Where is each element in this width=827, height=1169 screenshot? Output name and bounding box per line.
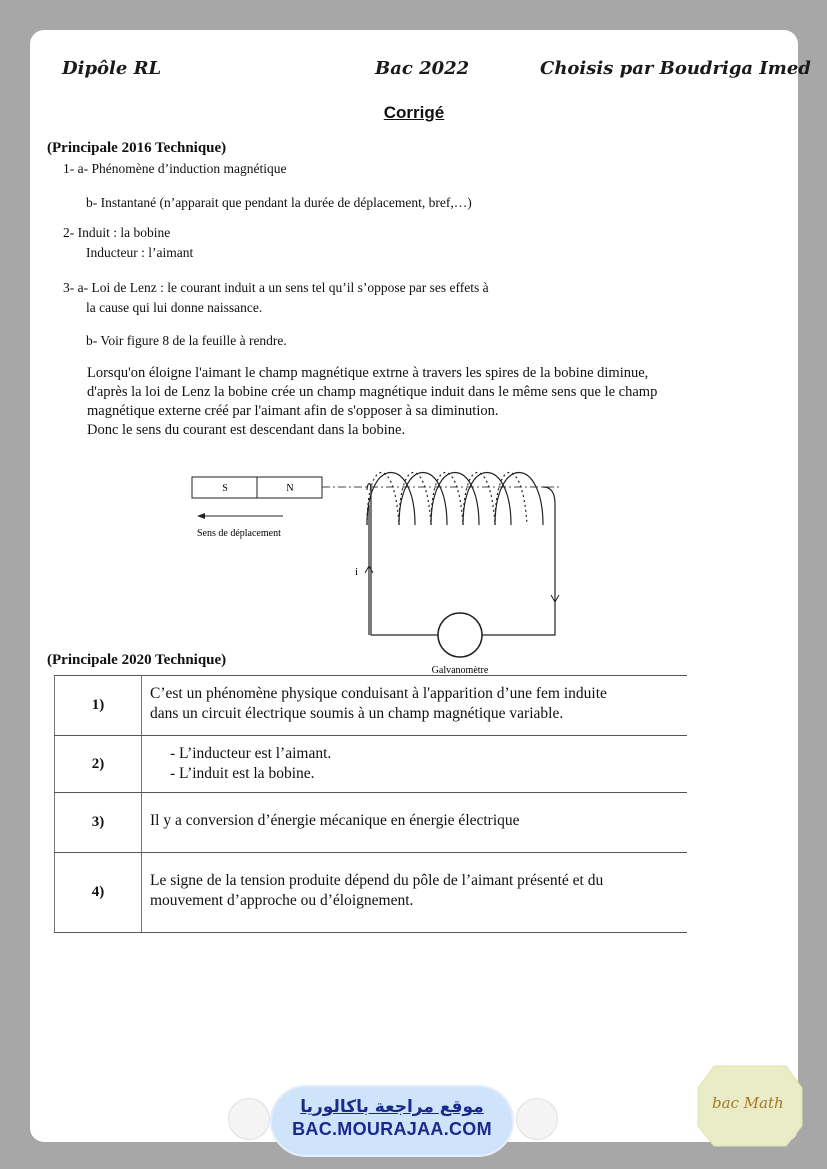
row-answer-line: Le signe de la tension produite dépend du pôle de l’aimant présenté et du (150, 872, 604, 889)
section1-heading: (Principale 2016 Technique) (47, 140, 227, 156)
explanation-line1: Lorsqu'on éloigne l'aimant le champ magnétique extrne à travers les spires de la bobine diminue, (87, 365, 649, 381)
site-url: BAC.MOURAJAA.COM (292, 1119, 492, 1139)
row-number: 1) (55, 676, 142, 736)
explanation-line3: magnétique externe créé par l'aimant afin de s'opposer à sa diminution. (87, 403, 499, 419)
row-answer (142, 676, 688, 736)
header-chapter: Dipôle RL (62, 58, 162, 79)
answer-2a: 2- Induit : la bobine (63, 225, 171, 240)
magnet-n-label: N (286, 483, 294, 494)
table-row (55, 853, 688, 933)
header-year: Bac 2022 (375, 58, 470, 79)
current-label: i (355, 566, 359, 578)
header-author: Choisis par Boudriga Imed (540, 58, 811, 79)
row-answer (142, 793, 688, 853)
wire-left (367, 484, 438, 635)
row-answer (142, 736, 688, 793)
row-answer-line: C’est un phénomène physique conduisant à l'apparition d’une fem induite (150, 685, 607, 702)
row-number: 3) (55, 793, 142, 853)
document-page (30, 30, 811, 1142)
galvanometer-label: Galvanomètre (431, 665, 489, 676)
answers-table (54, 675, 687, 933)
site-logo-right (516, 1098, 558, 1140)
coil-windings (367, 473, 543, 526)
row-number: 4) (55, 853, 142, 933)
table-row (55, 793, 688, 853)
direction-label: Sens de déplacement (197, 528, 281, 539)
row-answer-line: Il y a conversion d’énergie mécanique en énergie électrique (150, 812, 520, 829)
induction-diagram (185, 445, 605, 676)
table-row (55, 736, 688, 793)
row-answer-line: - L’induit est la bobine. (170, 765, 315, 782)
direction-arrowhead (197, 513, 205, 519)
site-banner-link[interactable] (270, 1085, 514, 1157)
answer-2b: Inducteur : l’aimant (86, 245, 194, 260)
answer-3a-line1: 3- a- Loi de Lenz : le courant induit a un sens tel qu’il s’oppose par ses effets à (63, 280, 489, 295)
bacmath-logo-text: bac Math (712, 1094, 784, 1112)
site-name-arabic: موقع مراجعة باكالوريا (300, 1097, 484, 1117)
answer-1a: 1- a- Phénomène d’induction magnétique (63, 161, 287, 176)
answer-3a-line2: la cause qui lui donne naissance. (86, 300, 263, 315)
row-answer (142, 853, 688, 933)
row-number: 2) (55, 736, 142, 793)
answer-1b: b- Instantané (n’apparait que pendant la durée de déplacement, bref,…) (86, 195, 472, 210)
row-answer-line: dans un circuit électrique soumis à un champ magnétique variable. (150, 705, 564, 722)
magnet-s-label: S (222, 483, 228, 494)
row-answer-line: - L’inducteur est l’aimant. (170, 745, 332, 762)
section2-heading: (Principale 2020 Technique) (47, 652, 227, 668)
row-answer-line: mouvement d’approche ou d’éloignement. (150, 892, 414, 909)
answer-3b: b- Voir figure 8 de la feuille à rendre. (86, 333, 287, 348)
explanation-line4: Donc le sens du courant est descendant dans la bobine. (87, 422, 406, 438)
galvanometer (438, 613, 482, 657)
explanation-line2: d'après la loi de Lenz la bobine crée un champ magnétique induit dans le même sens que le champ (87, 384, 658, 400)
site-logo-left (228, 1098, 270, 1140)
page-title: Corrigé (383, 103, 445, 122)
table-row (55, 676, 688, 736)
wire-right (482, 487, 555, 635)
